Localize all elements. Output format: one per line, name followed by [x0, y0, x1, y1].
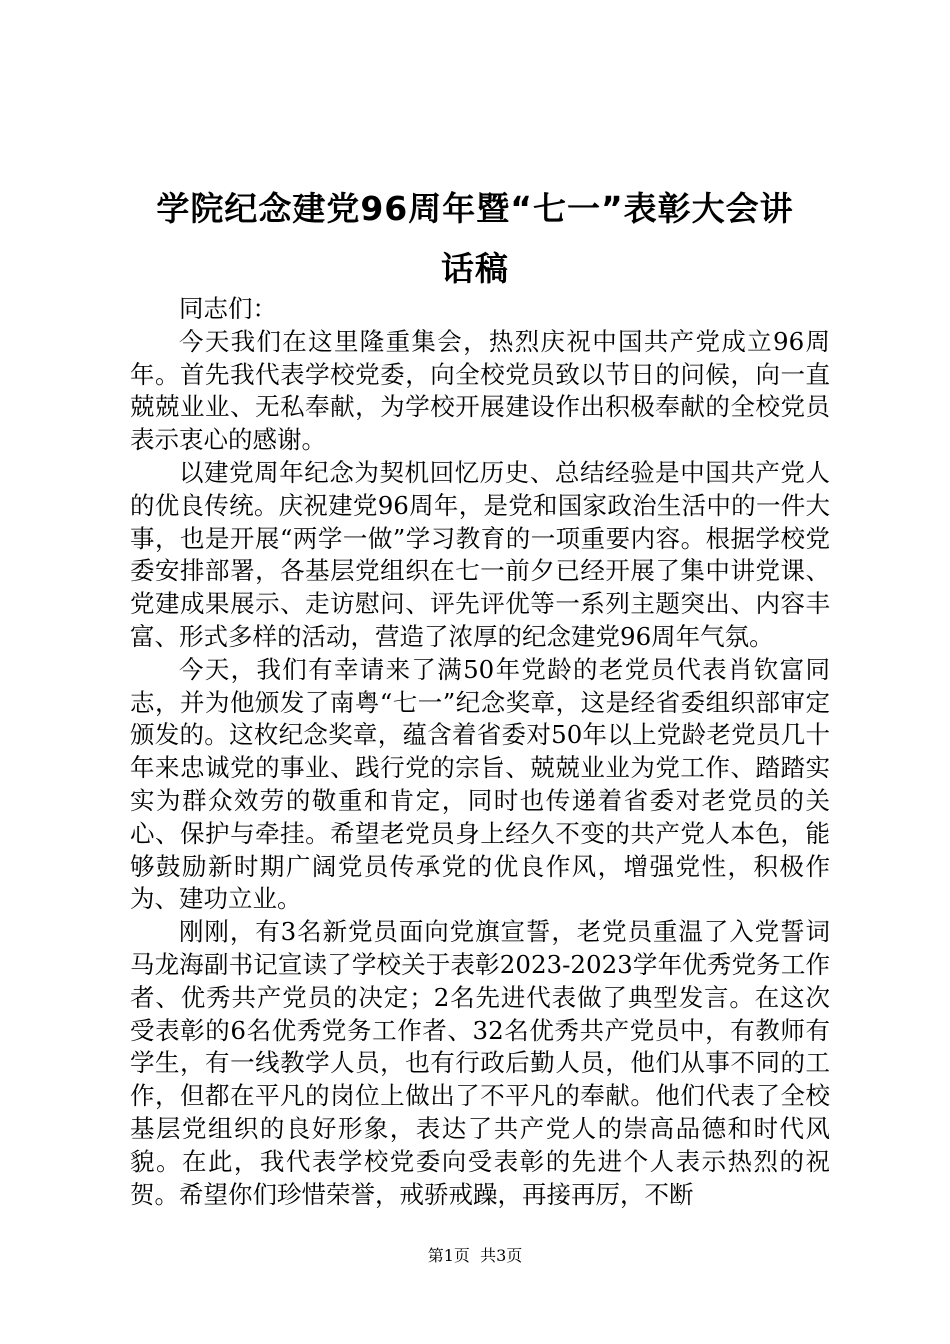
paragraph-2: 以建党周年纪念为契机回忆历史、总结经验是中国共产党人的优良传统。庆祝建党96周年，是党和国家政治生活中的一件大事，也是开展“两学一做”学习教育的一项重要内容。根据学校党委安排部署，各基层党组织在七一前夕已经开展了集中讲党课、党建成果展示、走访慰问、评先评优等一系列主题突出、内容丰富、形式多样的活动，营造了浓厚的纪念建党96周年气氛。 [130, 457, 830, 651]
paragraph-1: 今天我们在这里隆重集会，热烈庆祝中国共产党成立96周年。首先我代表学校党委，向全校党员致以节日的问候，向一直兢兢业业、无私奉献，为学校开展建设作出积极奉献的全校党员表示衷心的感谢。 [130, 326, 830, 455]
paragraph-4: 刚刚，有3名新党员面向党旗宣誓，老党员重温了入党誓词马龙海副书记宣读了学校关于表彰2023-2023学年优秀党务工作者、优秀共产党员的决定；2名先进代表做了典型发言。在这次受表彰的6名优秀党务工作者、32名优秀共产党员中，有教师有学生，有一线教学人员，也有行政后勤人员，他们从事不同的工作，但都在平凡的岗位上做出了不平凡的奉献。他们代表了全校基层党组织的良好形象，表达了共产党人的崇高品德和时代风貌。在此，我代表学校党委向受表彰的先进个人表示热烈的祝贺。希望你们珍惜荣誉，戒骄戒躁，再接再厉，不断 [130, 917, 830, 1209]
paragraph-3: 今天，我们有幸请来了满50年党龄的老党员代表肖钦富同志，并为他颁发了南粤“七一”纪念奖章，这是经省委组织部审定颁发的。这枚纪念奖章，蕴含着省委对50年以上党龄老党员几十年来忠诚党的事业、践行党的宗旨、兢兢业业为党工作、踏踏实实为群众效劳的敬重和肯定，同时也传递着省委对老党员的关心、保护与牵挂。希望老党员身上经久不变的共产党人本色，能够鼓励新时期广阔党员传承党的优良作风，增强党性，积极作为、建功立业。 [130, 654, 830, 914]
salutation: 同志们： [179, 294, 277, 323]
footer-spacer [470, 1246, 480, 1265]
page-number-current: 第1页 [427, 1246, 470, 1265]
document-title-line-2: 话稿 [441, 249, 509, 288]
page-number-total: 共3页 [480, 1246, 523, 1265]
document-body [130, 293, 830, 1211]
document-title-line-1: 学院纪念建党96周年暨“七一”表彰大会讲 [156, 189, 794, 228]
page-footer [0, 1244, 950, 1268]
